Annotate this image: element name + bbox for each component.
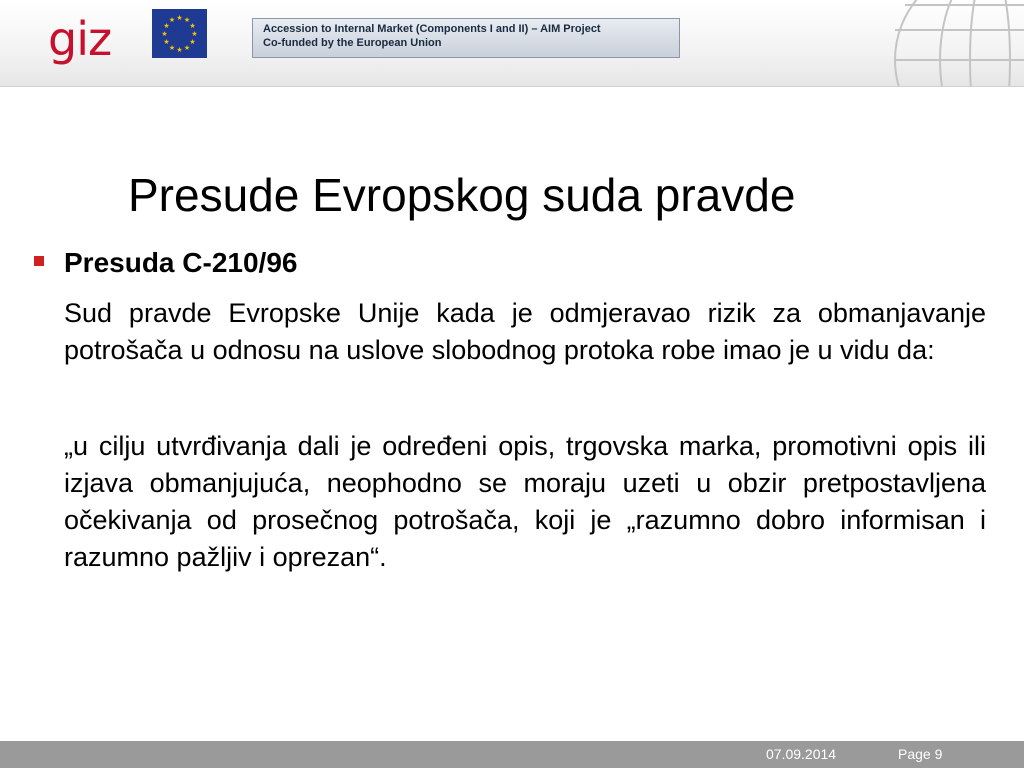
svg-text:★: ★ [191,30,198,38]
slide-title: Presude Evropskog suda pravde [128,169,796,221]
bullet-heading: Presuda C-210/96 [64,247,298,278]
body-paragraph-2: „u cilju utvrđivanja dali je određeni opis, trgovska marka, promotivni opis ili izjava obmanjujuća, neophodno se moraju uzeti u obzir pretpostavljena očekivanja od prosečnog potrošača, koji je „razumno dobro informisan i razumno pažljiv i oprezan“. [64,431,986,572]
svg-text:★: ★ [168,16,176,24]
svg-text:★: ★ [183,44,191,52]
project-title: Accession to Internal Market (Components I and II) – AIM Project [263,23,601,35]
svg-text:★: ★ [163,38,170,46]
slide-footer [0,741,1024,768]
globe-watermark-icon [880,0,1024,86]
giz-logo: giz [48,12,112,66]
svg-text:★: ★ [183,16,191,24]
svg-text:★: ★ [168,44,176,52]
svg-text:★: ★ [163,22,170,30]
project-subtitle: Co-funded by the European Union [263,37,442,49]
eu-flag-icon [152,9,207,58]
svg-text:★: ★ [161,30,168,38]
footer-page-number: Page 9 [898,746,943,762]
svg-text:★: ★ [189,22,196,30]
footer-date: 07.09.2014 [766,746,837,762]
project-banner [252,18,680,58]
body-paragraph-1: Sud pravde Evropske Unije kada je odmjeravao rizik za obmanjavanje potrošača u odnosu na uslove slobodnog protoka robe imao je u vidu da: [64,298,986,365]
bullet-square-icon [34,256,44,266]
svg-text:★: ★ [176,14,183,22]
slide-header [0,0,1024,87]
svg-text:★: ★ [176,46,183,54]
svg-text:★: ★ [189,38,196,46]
